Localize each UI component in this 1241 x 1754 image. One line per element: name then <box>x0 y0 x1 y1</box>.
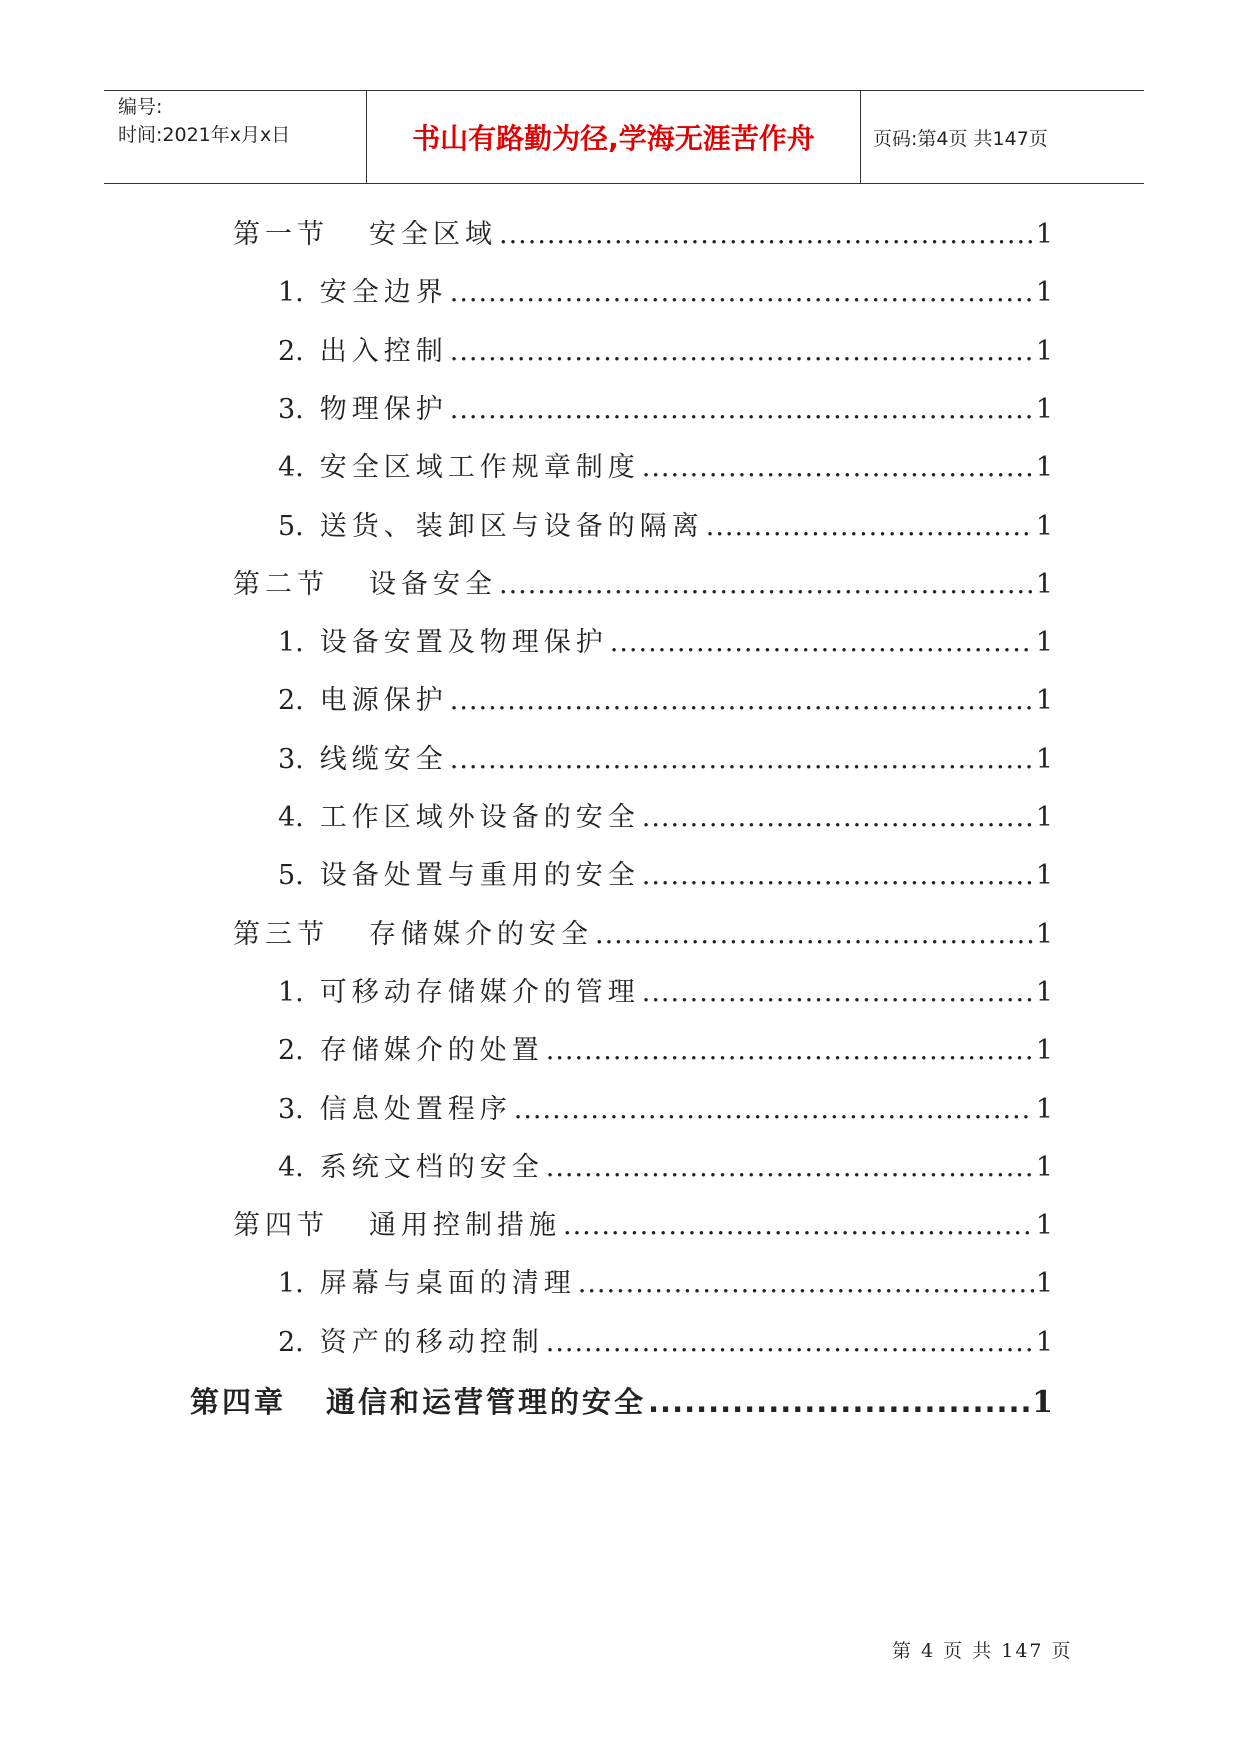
toc-entry-title: 设备安全 <box>369 568 497 600</box>
toc-leader-dots <box>706 511 1034 542</box>
toc-leader-dots <box>563 1210 1034 1241</box>
toc-entry-page: 1 <box>1035 1035 1053 1067</box>
toc-leader-dots <box>642 452 1034 483</box>
toc-entry-page: 1 <box>1035 452 1053 484</box>
toc-leader-dots <box>450 394 1034 425</box>
toc-entry-item[interactable] <box>278 270 1053 314</box>
toc-entry-section[interactable] <box>233 912 1053 956</box>
toc-entry-prefix: 2. <box>278 1326 304 1358</box>
toc-entry-page: 1 <box>1035 627 1053 659</box>
toc-entry-label <box>190 1380 646 1421</box>
toc-entry-prefix: 3. <box>278 743 304 775</box>
toc-entry-prefix: 4. <box>278 1151 304 1183</box>
toc-entry-label <box>278 737 448 776</box>
toc-entry-label <box>278 504 704 543</box>
header-meta <box>104 91 367 183</box>
toc-entry-page: 1 <box>1035 1093 1053 1125</box>
toc-leader-dots <box>450 277 1034 308</box>
toc-entry-section[interactable] <box>233 1203 1053 1247</box>
toc-entry-page: 1 <box>1035 976 1053 1008</box>
toc-entry-page: 1 <box>1032 1385 1053 1420</box>
toc-leader-dots <box>642 977 1034 1008</box>
page-footer: 第 4 页 共 147 页 <box>892 1640 1073 1662</box>
toc-entry-title: 安全边界 <box>319 277 448 309</box>
toc-entry-prefix: 5. <box>278 510 304 542</box>
toc-entry-section[interactable] <box>233 212 1053 256</box>
toc-leader-dots <box>499 569 1034 600</box>
toc-entry-item[interactable] <box>278 445 1053 489</box>
toc-entry-prefix: 第二节 <box>233 568 329 600</box>
toc-entry-label <box>278 678 448 717</box>
toc-entry-item[interactable] <box>278 1320 1053 1364</box>
toc-entry-item[interactable] <box>278 970 1053 1014</box>
time-label: 时间:2021年x月x日 <box>118 124 291 146</box>
toc-entry-prefix: 第一节 <box>233 219 329 250</box>
toc-leader-dots <box>546 1035 1034 1066</box>
toc-entry-label <box>278 1087 512 1126</box>
toc-entry-prefix: 2. <box>278 335 304 367</box>
toc-entry-title: 信息处置程序 <box>319 1093 512 1125</box>
toc-entry-item[interactable] <box>278 1261 1053 1305</box>
toc-leader-dots <box>642 802 1034 833</box>
toc-entry-page: 1 <box>1035 1151 1053 1183</box>
toc-entry-item[interactable] <box>278 387 1053 431</box>
toc-entry-item[interactable] <box>278 1087 1053 1131</box>
toc-entry-item[interactable] <box>278 504 1053 548</box>
toc-entry-label <box>233 1203 561 1242</box>
toc-entry-label <box>278 1145 544 1184</box>
toc-entry-prefix: 第四节 <box>233 1210 329 1242</box>
toc-entry-label <box>278 387 448 426</box>
toc-entry-page: 1 <box>1035 568 1053 600</box>
toc-entry-prefix: 1. <box>278 976 304 1008</box>
toc-leader-dots <box>450 336 1034 367</box>
toc-entry-title: 线缆安全 <box>319 743 448 775</box>
toc-entry-item[interactable] <box>278 678 1053 722</box>
toc-leader-dots <box>578 1268 1034 1299</box>
toc-leader-dots <box>450 685 1034 716</box>
toc-entry-title: 通信和运营管理的安全 <box>326 1385 647 1419</box>
toc-entry-prefix: 第四章 <box>190 1385 287 1419</box>
toc-leader-dots <box>595 919 1034 950</box>
toc-entry-label <box>233 562 497 601</box>
header-motto: 书山有路勤为径,学海无涯苦作舟 <box>367 91 861 183</box>
toc-leader-dots <box>648 1385 1030 1419</box>
toc-entry-prefix: 3. <box>278 1093 304 1125</box>
toc-entry-title: 可移动存储媒介的管理 <box>319 976 640 1008</box>
toc-entry-prefix: 1. <box>278 627 304 659</box>
toc-entry-title: 通用控制措施 <box>369 1210 561 1242</box>
toc-entry-page: 1 <box>1035 860 1053 892</box>
toc-entry-prefix: 2. <box>278 1035 304 1067</box>
toc-entry-label <box>278 329 448 368</box>
toc-entry-label <box>278 970 640 1009</box>
toc-entry-title: 工作区域外设备的安全 <box>319 802 640 833</box>
toc-entry-title: 物理保护 <box>319 393 448 425</box>
toc-leader-dots <box>546 1327 1034 1358</box>
toc-entry-label <box>278 795 640 834</box>
toc-entry-prefix: 1. <box>278 277 304 309</box>
toc-entry-item[interactable] <box>278 737 1053 781</box>
header-page-label: 页码:第4页 共147页 <box>873 127 1048 150</box>
toc-entry-page: 1 <box>1035 1210 1053 1242</box>
toc-entry-title: 存储媒介的处置 <box>319 1035 544 1067</box>
toc-entry-title: 系统文档的安全 <box>319 1151 544 1183</box>
toc-leader-dots <box>450 744 1034 775</box>
toc-entry-prefix: 4. <box>278 802 304 833</box>
toc-entry-page: 1 <box>1035 219 1053 250</box>
toc-entry-page: 1 <box>1035 1268 1053 1300</box>
serial-label: 编号: <box>118 96 163 118</box>
toc-entry-item[interactable] <box>278 1145 1053 1189</box>
toc-entry-prefix: 5. <box>278 860 304 892</box>
toc-leader-dots <box>499 219 1034 250</box>
toc-entry-item[interactable] <box>278 853 1053 897</box>
toc-entry-page: 1 <box>1035 743 1053 775</box>
toc-entry-label <box>278 853 640 892</box>
toc-entry-title: 电源保护 <box>319 685 448 717</box>
toc-leader-dots <box>514 1094 1034 1125</box>
toc-entry-label <box>278 1028 544 1067</box>
toc-entry-chapter[interactable] <box>190 1380 1053 1424</box>
toc-entry-title: 设备安置及物理保护 <box>319 627 608 659</box>
toc-entry-title: 存储媒介的安全 <box>369 918 593 950</box>
toc-entry-prefix: 2. <box>278 685 304 717</box>
toc-entry-title: 出入控制 <box>319 335 448 367</box>
toc-entry-label <box>278 445 640 484</box>
toc-entry-prefix: 4. <box>278 452 304 484</box>
toc-entry-page: 1 <box>1035 918 1053 950</box>
toc-entry-page: 1 <box>1035 510 1053 542</box>
toc-entry-title: 安全区域 <box>369 219 497 250</box>
toc-entry-item[interactable] <box>278 620 1053 664</box>
toc-entry-label <box>278 1261 576 1300</box>
toc-entry-page: 1 <box>1035 277 1053 309</box>
toc-entry-title: 送货、装卸区与设备的隔离 <box>319 510 704 542</box>
toc-entry-page: 1 <box>1035 1326 1053 1358</box>
toc-entry-label <box>278 270 448 309</box>
toc-entry-item[interactable] <box>278 1028 1053 1072</box>
toc-entry-prefix: 第三节 <box>233 918 329 950</box>
toc-entry-title: 安全区域工作规章制度 <box>319 452 640 484</box>
toc-entry-title: 屏幕与桌面的清理 <box>319 1268 576 1300</box>
page-header <box>104 90 1144 184</box>
toc-entry-page: 1 <box>1035 685 1053 717</box>
toc-entry-page: 1 <box>1035 802 1053 833</box>
toc-leader-dots <box>546 1152 1034 1183</box>
toc-entry-title: 资产的移动控制 <box>319 1326 544 1358</box>
toc-entry-item[interactable] <box>278 795 1053 839</box>
toc-entry-section[interactable] <box>233 562 1053 606</box>
toc-entry-item[interactable] <box>278 329 1053 373</box>
toc-entry-title: 设备处置与重用的安全 <box>319 860 640 892</box>
toc-entry-label <box>233 912 593 951</box>
toc-entry-prefix: 1. <box>278 1268 304 1300</box>
toc-entry-page: 1 <box>1035 393 1053 425</box>
toc-leader-dots <box>610 627 1034 658</box>
toc-entry-label <box>278 620 608 659</box>
toc-entry-prefix: 3. <box>278 393 304 425</box>
toc-leader-dots <box>642 860 1034 891</box>
toc-entry-label <box>233 212 497 251</box>
toc-entry-page: 1 <box>1035 335 1053 367</box>
toc-entry-label <box>278 1320 544 1359</box>
